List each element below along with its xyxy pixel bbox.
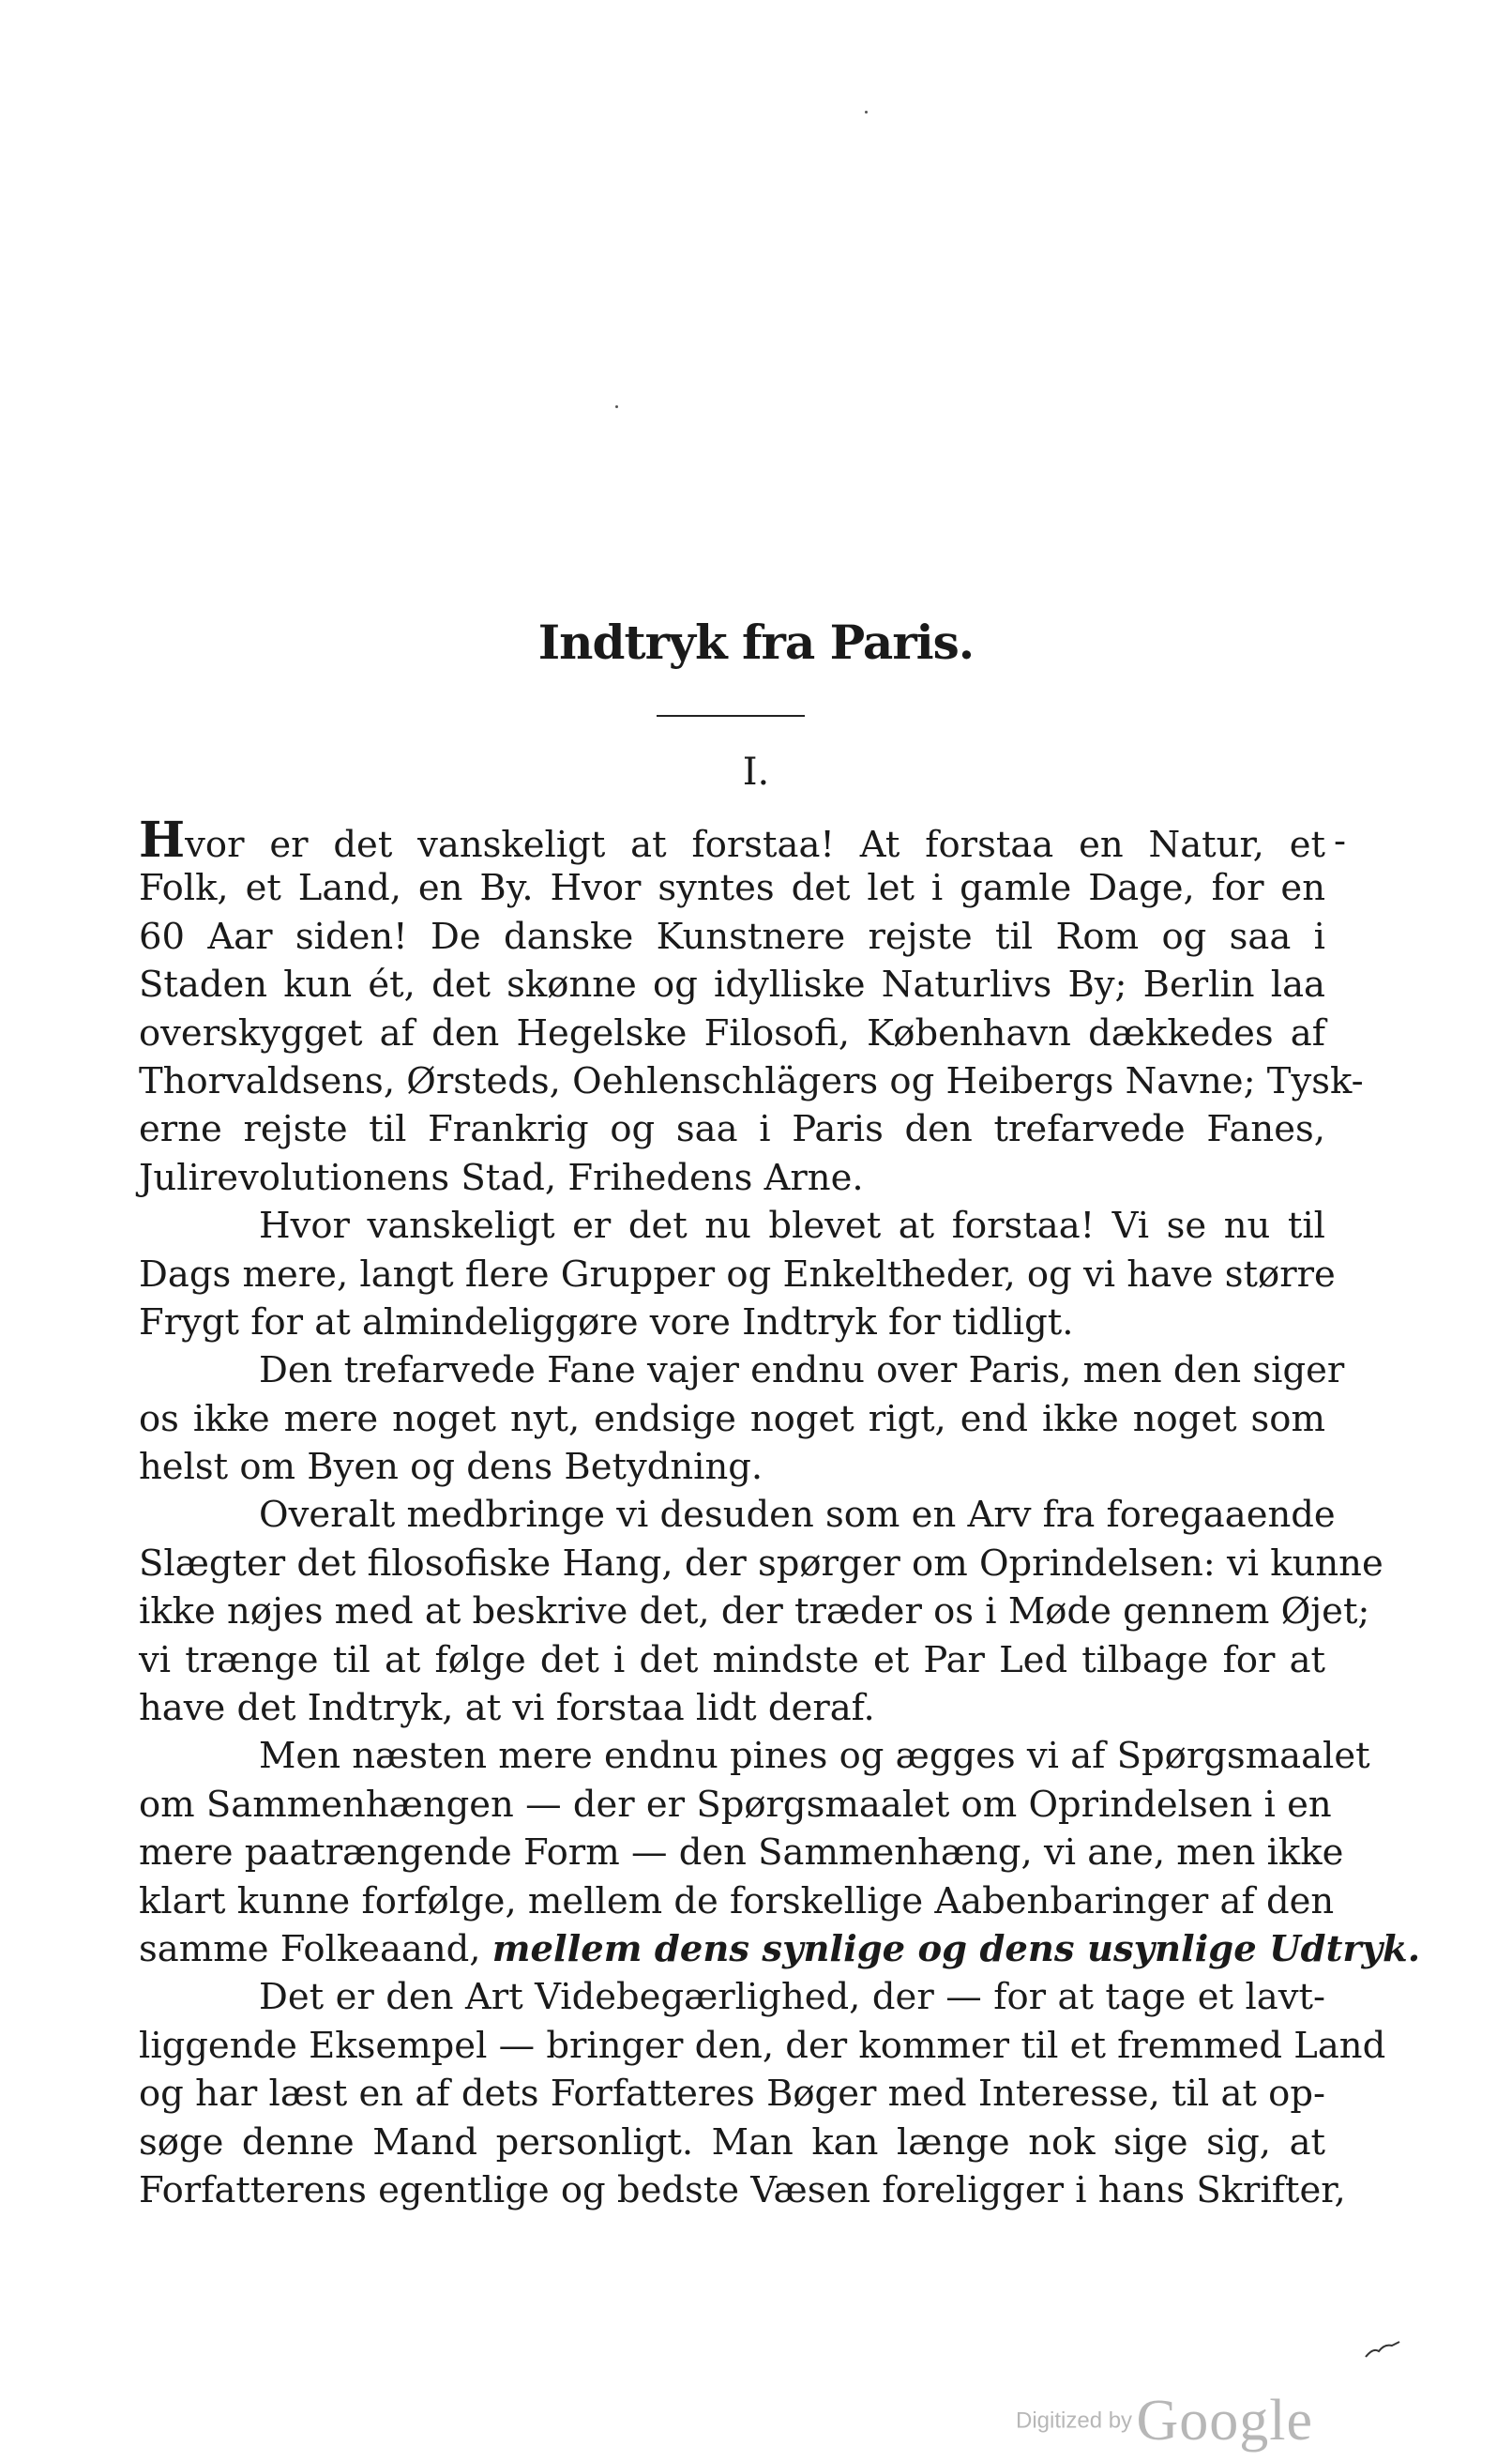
text-line: vi trænge til at følge det i det mindste et Par Led tilbage for at <box>139 1638 1325 1681</box>
text-line: Overalt medbringe vi desuden som en Arv fra foregaaende <box>259 1494 1336 1537</box>
text-line: Dags mere, langt flere Grupper og Enkeltheder, og vi have større <box>139 1253 1336 1296</box>
watermark-brand-logo: Google <box>1136 2389 1314 2453</box>
title-rule-divider <box>657 715 805 717</box>
text-line: Forfatterens egentlige og bedste Væsen foreligger i hans Skrifter, <box>139 2168 1346 2211</box>
digitized-watermark <box>1016 2388 1313 2454</box>
text-line: og har læst en af dets Forfatteres Bøger med Interesse, til at op- <box>139 2073 1325 2116</box>
scan-speck <box>865 111 868 114</box>
text-line: erne rejste til Frankrig og saa i Paris den trefarvede Fanes, <box>139 1108 1325 1151</box>
text-line: os ikke mere noget nyt, endsige noget rigt, end ikke noget som <box>139 1397 1325 1440</box>
text-line: ikke nøjes med at beskrive det, der træder os i Møde gennem Øjet; <box>139 1590 1370 1633</box>
text-line: overskygget af den Hegelske Filosofi, København dækkedes af <box>139 1011 1325 1055</box>
text-line: Den trefarvede Fane vajer endnu over Paris, men den siger <box>259 1349 1345 1392</box>
drop-cap: H <box>139 812 186 869</box>
text-line: om Sammenhængen — der er Spørgsmaalet om Oprindelsen i en <box>139 1783 1332 1826</box>
text-line: Folk, et Land, en By. Hvor syntes det let i gamle Dage, for en <box>139 867 1325 910</box>
text-line: Julirevolutionens Stad, Frihedens Arne. <box>139 1156 864 1199</box>
body-text <box>139 812 1421 2214</box>
section-number: I. <box>742 751 770 794</box>
page-title: Indtryk fra Paris. <box>537 615 975 670</box>
text-line: Hvor er det vanskeligt at forstaa! At forstaa en Natur, et <box>139 812 1325 869</box>
text-line: mere paatrængende Form — den Sammenhæng, vi ane, men ikke <box>139 1831 1344 1875</box>
text-line: Frygt for at almindeliggøre vore Indtryk for tidligt. <box>139 1300 1074 1344</box>
margin-hyphen: - <box>1334 820 1347 862</box>
text-line: 60 Aar siden! De danske Kunstnere rejste til Rom og saa i <box>139 915 1325 958</box>
text-line: helst om Byen og dens Betydning. <box>139 1446 764 1489</box>
text-line: samme Folkeaand, mellem dens synlige og dens usynlige Udtryk. <box>139 1927 1421 1970</box>
scan-speck <box>615 405 618 408</box>
text-line: Det er den Art Videbegærlighed, der — for at tage et lavt- <box>259 1976 1325 2019</box>
text-line: Men næsten mere endnu pines og ægges vi af Spørgsmaalet <box>259 1735 1370 1778</box>
text-line: Thorvaldsens, Ørsteds, Oehlenschlägers og Heibergs Navne; Tysk- <box>139 1059 1364 1102</box>
text-line: klart kunne forfølge, mellem de forskellige Aabenbaringer af den <box>139 1879 1335 1922</box>
pen-scribble-mark <box>1364 2340 1401 2359</box>
watermark-prefix: Digitized by <box>1016 2408 1133 2434</box>
text-line: Slægter det filosofiske Hang, der spørger om Oprindelsen: vi kunne <box>139 1542 1383 1585</box>
text-line: liggende Eksempel — bringer den, der kommer til et fremmed Land <box>139 2024 1386 2067</box>
italic-emphasis: mellem dens synlige og dens usynlige Udtryk. <box>491 1927 1421 1970</box>
text-line: have det Indtryk, at vi forstaa lidt deraf. <box>139 1687 875 1730</box>
text-line: Staden kun ét, det skønne og idylliske Naturlivs By; Berlin laa <box>139 964 1325 1007</box>
text-line: Hvor vanskeligt er det nu blevet at forstaa! Vi se nu til <box>259 1205 1325 1248</box>
text-line: søge denne Mand personligt. Man kan længe nok sige sig, at <box>139 2120 1325 2164</box>
